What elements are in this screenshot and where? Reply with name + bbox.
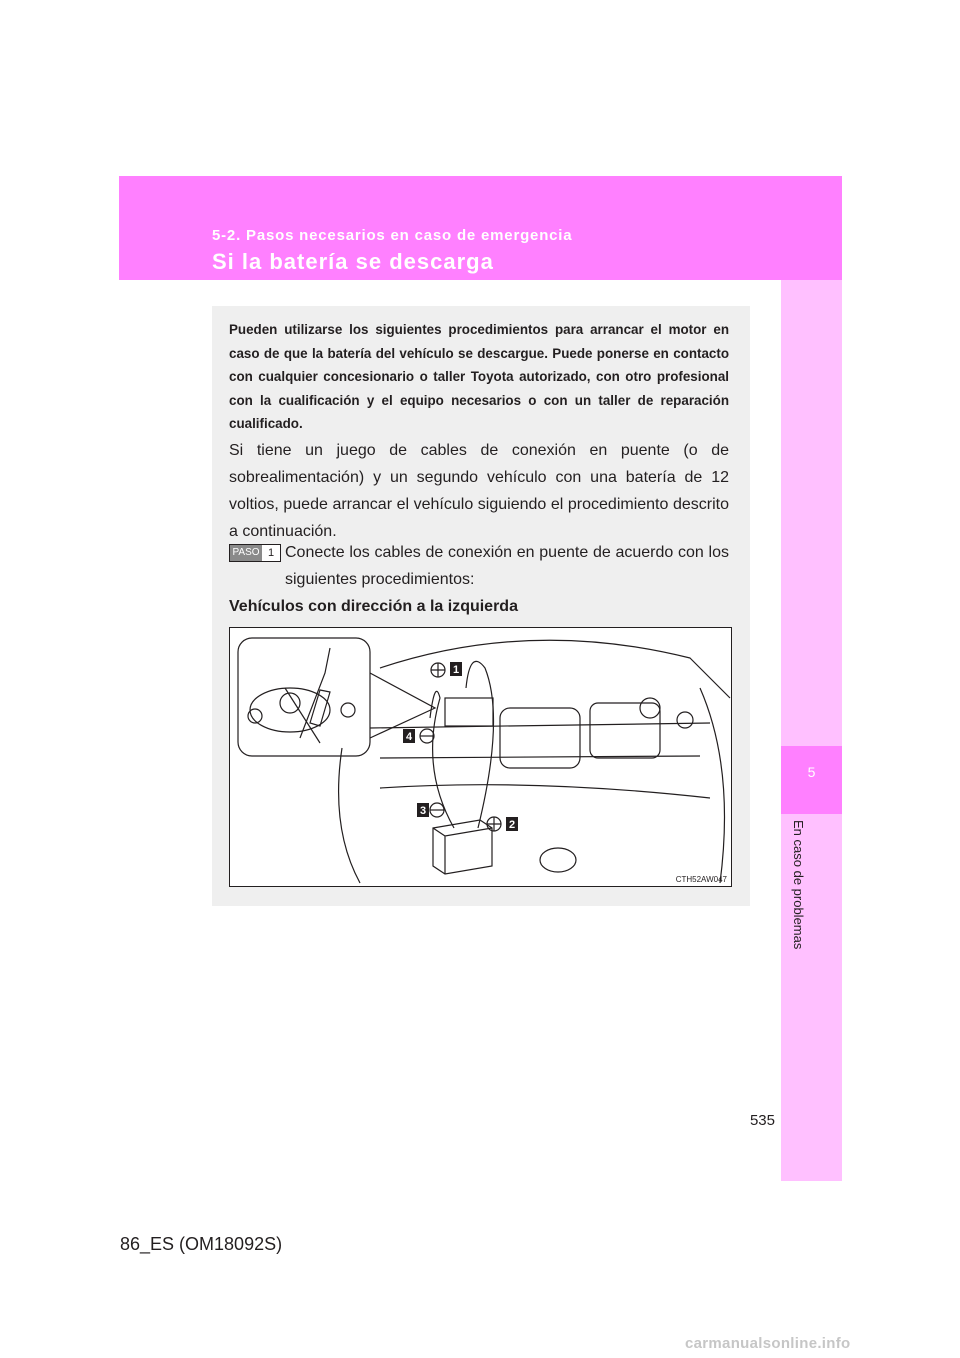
jump-start-illustration bbox=[229, 627, 732, 887]
emblem bbox=[540, 848, 576, 872]
callout-4-label: 4 bbox=[405, 731, 413, 743]
watermark: carmanualsonline.info bbox=[685, 1335, 851, 1352]
left-fender bbox=[339, 748, 360, 883]
side-tab bbox=[781, 280, 842, 1181]
inset-clamp-jaw bbox=[285, 688, 320, 743]
chapter-title: En caso de problemas bbox=[791, 820, 806, 950]
side-tab-active-chapter[interactable] bbox=[781, 746, 842, 814]
fluid-cap bbox=[677, 712, 693, 728]
engine-line-1 bbox=[370, 723, 710, 728]
engine-cover bbox=[590, 703, 660, 758]
subheading: Vehículos con dirección a la izquierda bbox=[229, 598, 518, 615]
step-badge bbox=[229, 544, 281, 562]
callout-1-label: 1 bbox=[452, 664, 460, 676]
vehicle-battery bbox=[445, 698, 493, 726]
page-title: Si la batería se descarga bbox=[212, 249, 494, 274]
engine-block bbox=[500, 708, 580, 768]
positive-cable bbox=[466, 661, 494, 828]
negative-cable bbox=[430, 691, 454, 828]
step-text: Conecte los cables de conexión en puente de acuerdo con los siguientes procedimientos: bbox=[285, 544, 729, 588]
booster-battery bbox=[433, 820, 492, 874]
chapter-number: 5 bbox=[807, 764, 816, 780]
document-code: 86_ES (OM18092S) bbox=[120, 1234, 283, 1254]
step-badge-number: 1 bbox=[267, 547, 275, 559]
callout-3-label: 3 bbox=[419, 805, 427, 817]
body-paragraph: Si tiene un juego de cables de conexión en puente (o de sobrealimentación) y un segundo vehículo con una batería de 12 voltios, puede arrancar el vehículo siguiendo el procedimiento descrito a continuación. bbox=[229, 442, 729, 540]
section-label: 5-2. Pasos necesarios en caso de emergencia bbox=[212, 227, 573, 244]
right-fender bbox=[700, 688, 725, 883]
figure-code: CTH52AW047 bbox=[675, 875, 727, 884]
front-edge bbox=[380, 785, 710, 798]
engine-bay-drawing bbox=[230, 628, 733, 888]
step-badge-word: PASO bbox=[230, 545, 262, 561]
page-number: 535 bbox=[749, 1112, 775, 1129]
inset-nut bbox=[341, 703, 355, 717]
intro-text: Pueden utilizarse los siguientes procedimientos para arrancar el motor en caso de que la batería del vehículo se descargue. Puede ponerse en contacto con cualquier concesionario o taller Toyota autorizado, con otro profesional con la cualificación y el equipo necesarios o con un taller de reparación cualificado. bbox=[229, 322, 729, 431]
reservoir-cap bbox=[640, 698, 660, 718]
hood-outline bbox=[380, 640, 730, 698]
callout-2-label: 2 bbox=[508, 819, 516, 831]
